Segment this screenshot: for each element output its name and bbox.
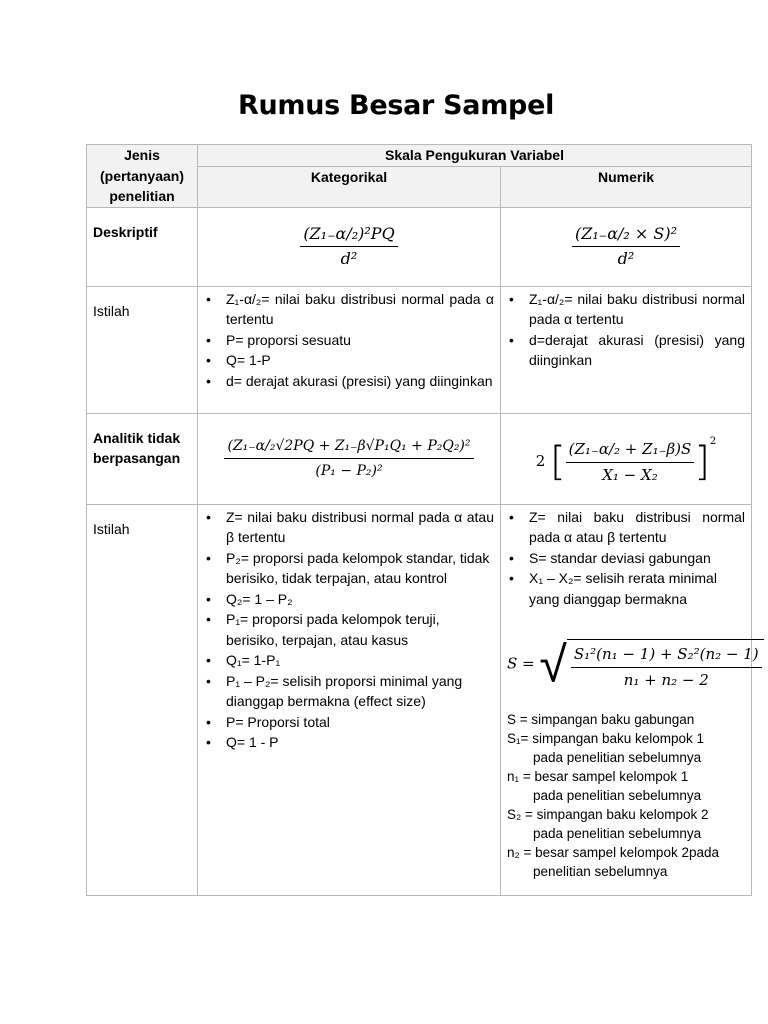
- list-item: • P= proporsi sesuatu: [226, 330, 494, 351]
- list-item: • P= Proporsi total: [226, 712, 494, 733]
- sd-def-first: n₂ = besar sampel kelompok 2pada: [507, 845, 719, 860]
- formula-deskriptif-kategorikal: [198, 207, 501, 286]
- formula-analitik-kategorikal: [198, 413, 501, 504]
- istilah-1-numerik-list: [501, 287, 751, 373]
- sd-def-first: S₂ = simpangan baku kelompok 2: [507, 807, 709, 822]
- list-item: • Q₂= 1 – P₂: [226, 589, 494, 610]
- formula-exponent: 2: [709, 436, 717, 447]
- list-item: • Q= 1-P: [226, 350, 494, 371]
- row-label-deskriptif: Deskriptif: [87, 207, 198, 286]
- page-title: Rumus Besar Sampel: [238, 90, 555, 121]
- row-label-istilah-2: Istilah: [87, 504, 198, 895]
- sd-def-first: S₁= simpangan baku kelompok 1: [507, 731, 705, 746]
- header-kategorikal: Kategorikal: [198, 166, 501, 207]
- sqrt-body: [567, 639, 764, 690]
- list-item: • Z₁-α/₂= nilai baku distribusi normal pada α tertentu: [226, 289, 494, 330]
- sample-size-table: [86, 144, 759, 896]
- formula-numerator: (Z₁₋α/₂)²PQ: [300, 224, 397, 248]
- header-numerik: Numerik: [501, 166, 752, 207]
- formula-analitik-numerik: [501, 413, 752, 504]
- formula-denominator: d²: [617, 249, 635, 268]
- row-label-analitik: Analitik tidak berpasangan: [87, 413, 198, 504]
- sd-def-cont: penelitian sebelumnya: [533, 864, 668, 879]
- formula-denominator: n₁ + n₂ − 2: [623, 670, 709, 689]
- istilah-1-kategorikal-list: [198, 287, 500, 394]
- header-skala: Skala Pengukuran Variabel: [198, 145, 752, 167]
- sd-lhs: S =: [507, 654, 535, 673]
- list-item: • P₁= proporsi pada kelompok teruji, berisiko, terpajan, atau kasus: [226, 609, 494, 650]
- sd-def-first: S = simpangan baku gabungan: [507, 712, 695, 727]
- formula-denominator: X₁ − X₂: [602, 465, 658, 484]
- formula-numerator: (Z₁₋α/₂ + Z₁₋β)S: [566, 439, 695, 463]
- list-item: • P₁ – P₂= selisih proporsi minimal yang dianggap bermakna (effect size): [226, 671, 494, 712]
- formula-numerator: S₁²(n₁ − 1) + S₂²(n₂ − 1): [571, 644, 762, 668]
- sd-def-cont: pada penelitian sebelumnya: [533, 788, 702, 803]
- formula-denominator: d²: [340, 249, 358, 268]
- list-item: • Q= 1 - P: [226, 732, 494, 753]
- list-item: • X₁ – X₂= selisih rerata minimal yang dianggap bermakna: [529, 568, 745, 609]
- sd-def-cont: pada penelitian sebelumnya: [533, 750, 702, 765]
- istilah-2-numerik: [501, 504, 759, 895]
- sd-def-cont: pada penelitian sebelumnya: [533, 826, 702, 841]
- formula-deskriptif-numerik: [501, 207, 752, 286]
- istilah-1-kategorikal: [198, 286, 501, 413]
- formula-denominator: (P₁ − P₂)²: [315, 463, 383, 479]
- istilah-2-kategorikal-list: [198, 505, 500, 755]
- formula-numerator: (Z₁₋α/₂ × S)²: [572, 224, 680, 248]
- list-item: • d=derajat akurasi (presisi) yang diinginkan: [529, 330, 745, 371]
- sd-def-first: n₁ = besar sampel kelompok 1: [507, 769, 689, 784]
- istilah-2-kategorikal: [198, 504, 501, 895]
- row-label-istilah-1: Istilah: [87, 286, 198, 413]
- bracket-right: ]: [694, 438, 710, 485]
- sqrt-icon: √: [539, 635, 567, 694]
- list-item: • Z₁-α/₂= nilai baku distribusi normal pada α tertentu: [529, 289, 745, 330]
- sd-definitions: [501, 710, 751, 887]
- list-item: • d= derajat akurasi (presisi) yang diinginkan: [226, 371, 494, 392]
- list-item: • P₂= proporsi pada kelompok standar, tidak berisiko, tidak terpajan, atau kontrol: [226, 548, 494, 589]
- istilah-2-numerik-list: [501, 505, 751, 612]
- formula-coefficient: 2: [535, 452, 546, 470]
- list-item: • Q₁= 1-P₁: [226, 650, 494, 671]
- pooled-sd-formula: [507, 635, 759, 694]
- list-item: • Z= nilai baku distribusi normal pada α atau β tertentu: [226, 507, 494, 548]
- list-item: • S= standar deviasi gabungan: [529, 548, 745, 569]
- list-item: • Z= nilai baku distribusi normal pada α atau β tertentu: [529, 507, 745, 548]
- istilah-1-numerik: [501, 286, 752, 413]
- header-jenis: [87, 145, 198, 208]
- bracket-left: [: [550, 438, 566, 485]
- formula-numerator: (Z₁₋α/₂√2PQ + Z₁₋β√P₁Q₁ + P₂Q₂)²: [224, 436, 473, 460]
- header-jenis-text: Jenis (pertanyaan) penelitian: [99, 147, 185, 204]
